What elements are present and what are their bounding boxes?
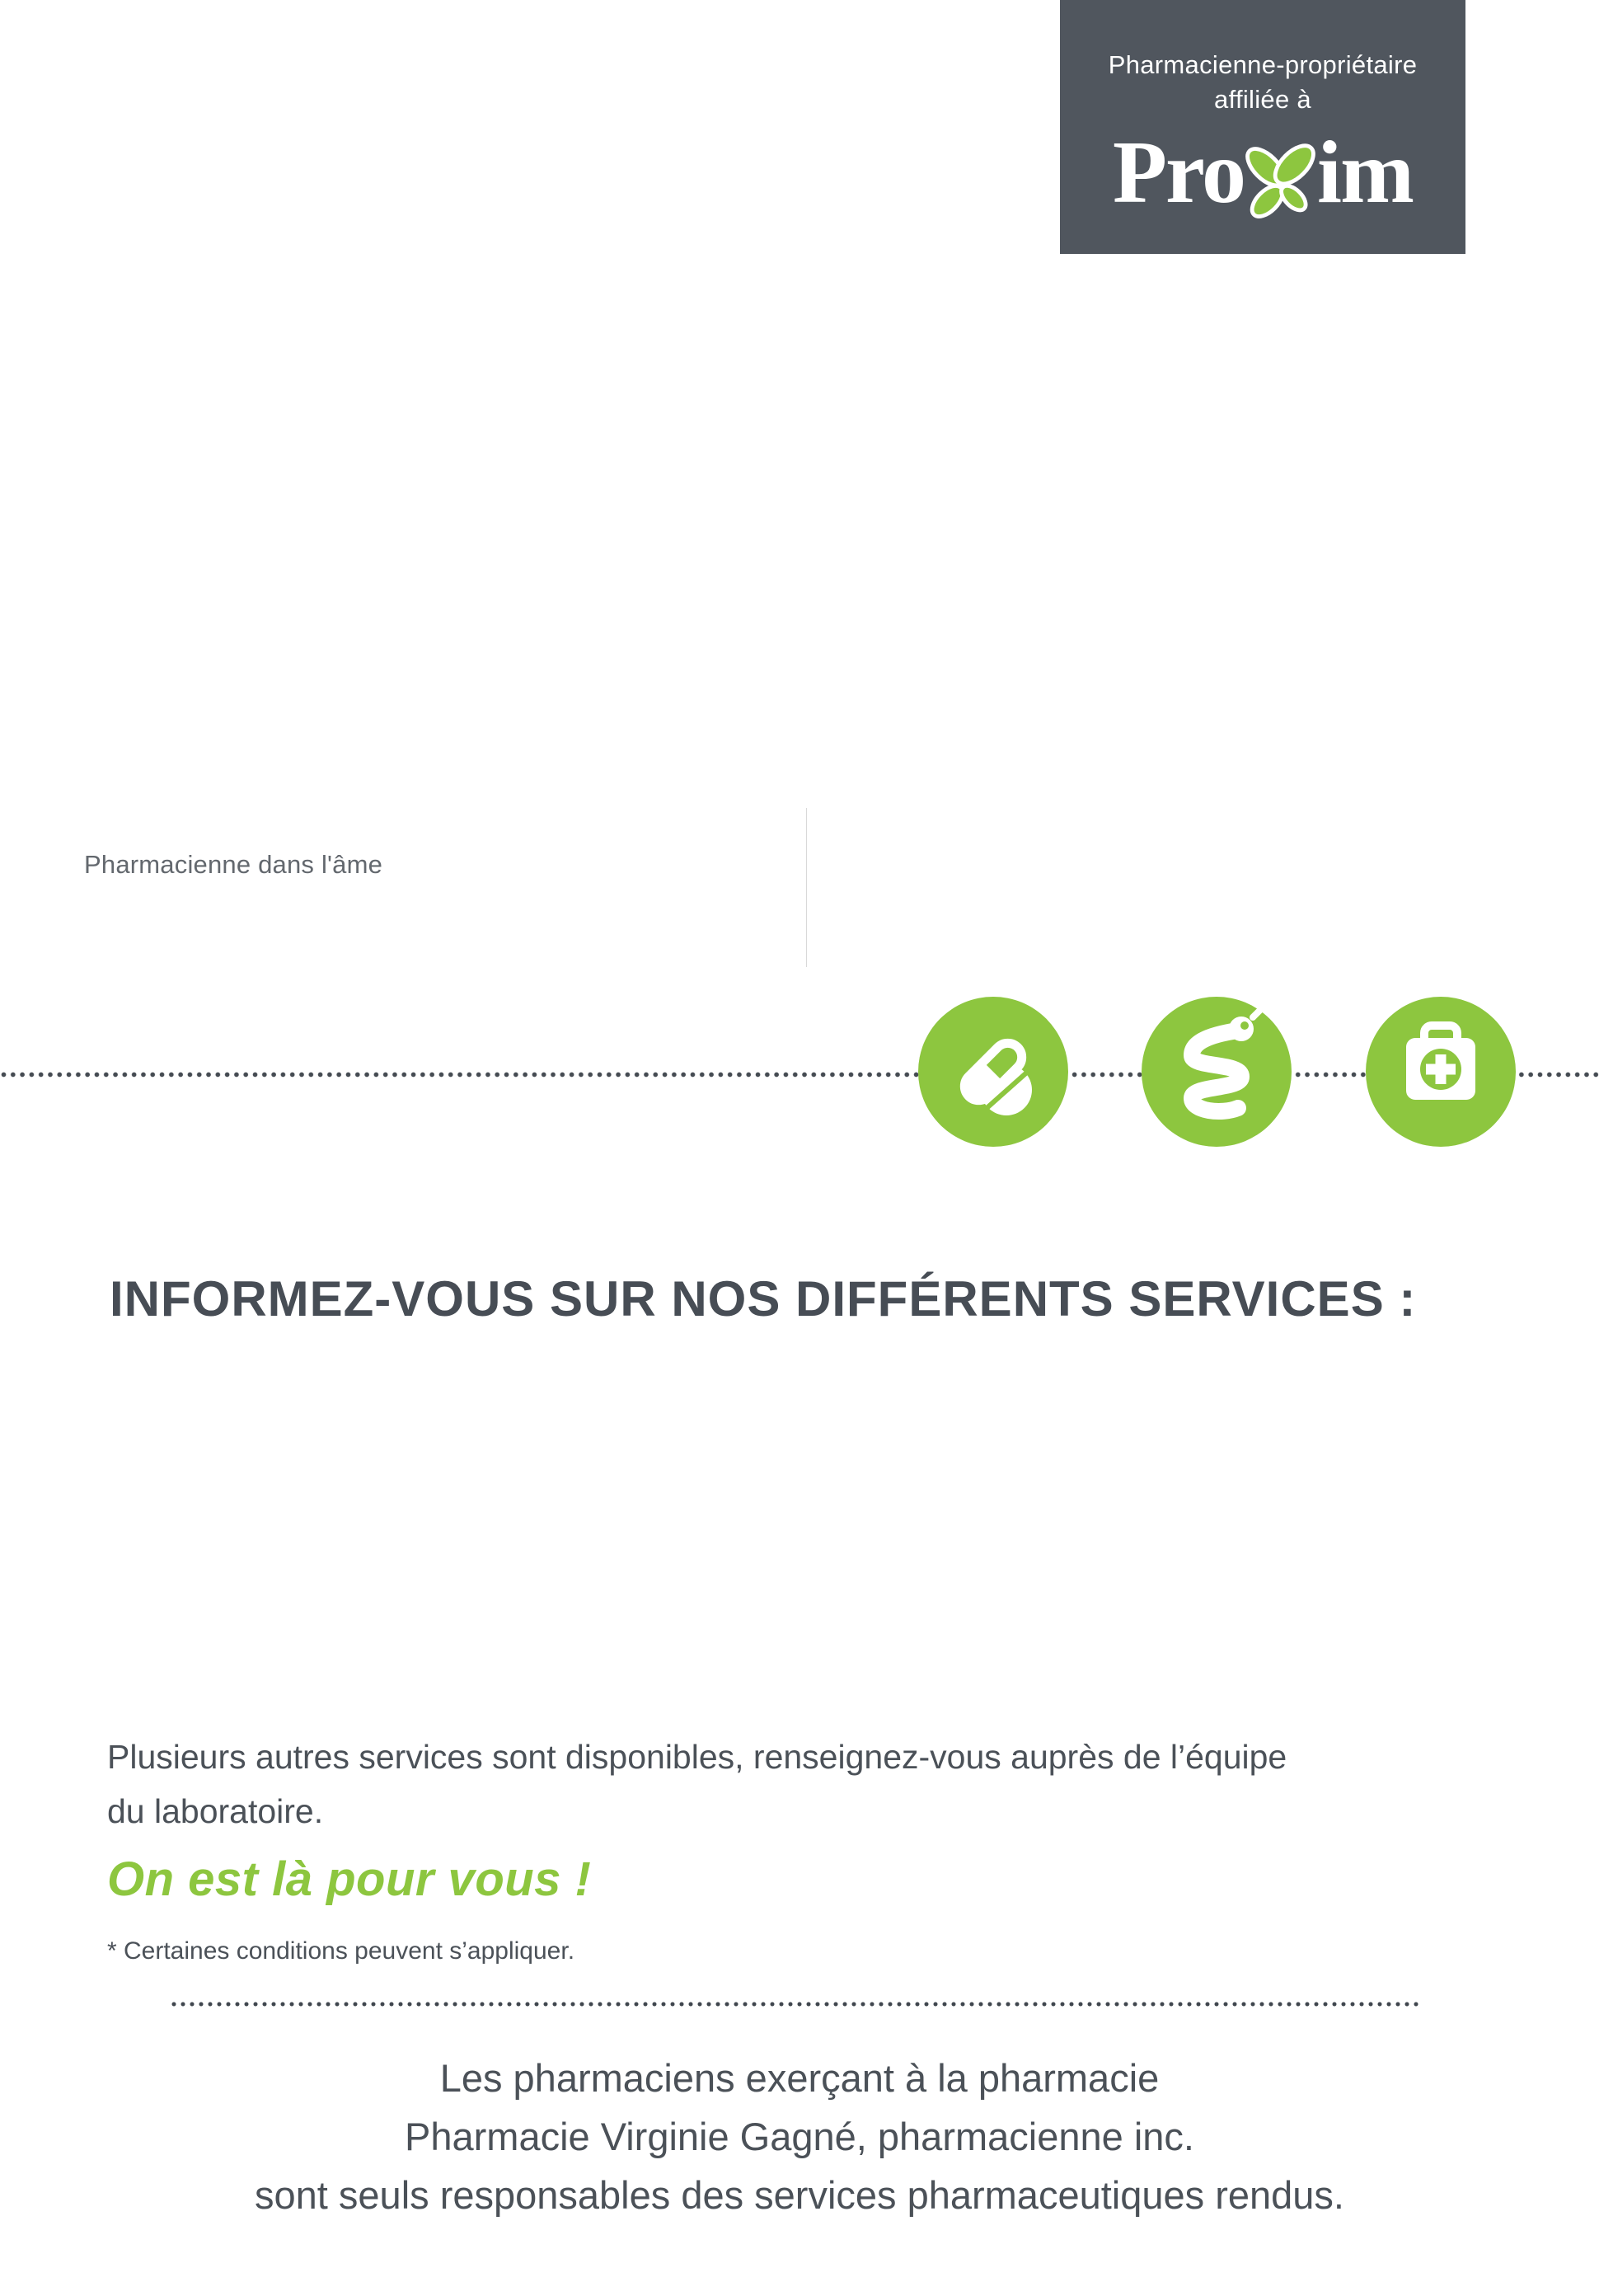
footer-line-2: Pharmacie Virginie Gagné, pharmacienne inc. xyxy=(405,2115,1194,2158)
services-heading: INFORMEZ-VOUS SUR NOS DIFFÉRENTS SERVICES : xyxy=(110,1271,1417,1326)
legal-footer xyxy=(0,2049,1599,2224)
first-aid-kit-icon xyxy=(1366,997,1516,1147)
first-aid-medallion xyxy=(1366,997,1516,1147)
proxim-logo-post: im xyxy=(1316,124,1413,222)
vertical-divider xyxy=(806,808,807,967)
availability-line-2: du laboratoire. xyxy=(107,1792,324,1830)
proxim-logo-pre: Pro xyxy=(1113,124,1245,222)
footer-line-1: Les pharmaciens exerçant à la pharmacie xyxy=(439,2056,1160,2100)
asclepius-snake-icon xyxy=(1142,997,1292,1147)
snake-medallion xyxy=(1142,997,1292,1147)
dotted-rule-top xyxy=(0,1071,1599,1078)
leaf-x-icon xyxy=(1241,140,1320,223)
pill-icon xyxy=(918,997,1068,1147)
dotted-rule-bottom xyxy=(171,2001,1420,2007)
footer-line-3: sont seuls responsables des services pharmaceutiques rendus. xyxy=(255,2173,1344,2217)
proxim-logo xyxy=(1113,124,1413,223)
conditions-note: * Certaines conditions peuvent s’appliquer. xyxy=(107,1937,575,1965)
availability-line-1: Plusieurs autres services sont disponibles, renseignez-vous auprès de l’équipe xyxy=(107,1738,1287,1776)
availability-paragraph xyxy=(107,1730,1287,1838)
affiliation-line-2: affiliée à xyxy=(1214,85,1311,114)
affiliation-line-1: Pharmacienne-propriétaire xyxy=(1108,50,1418,79)
tagline: Pharmacienne dans l'âme xyxy=(84,850,383,879)
slogan: On est là pour vous ! xyxy=(107,1852,592,1906)
pill-medallion xyxy=(918,997,1068,1147)
affiliation-box xyxy=(1060,0,1465,254)
